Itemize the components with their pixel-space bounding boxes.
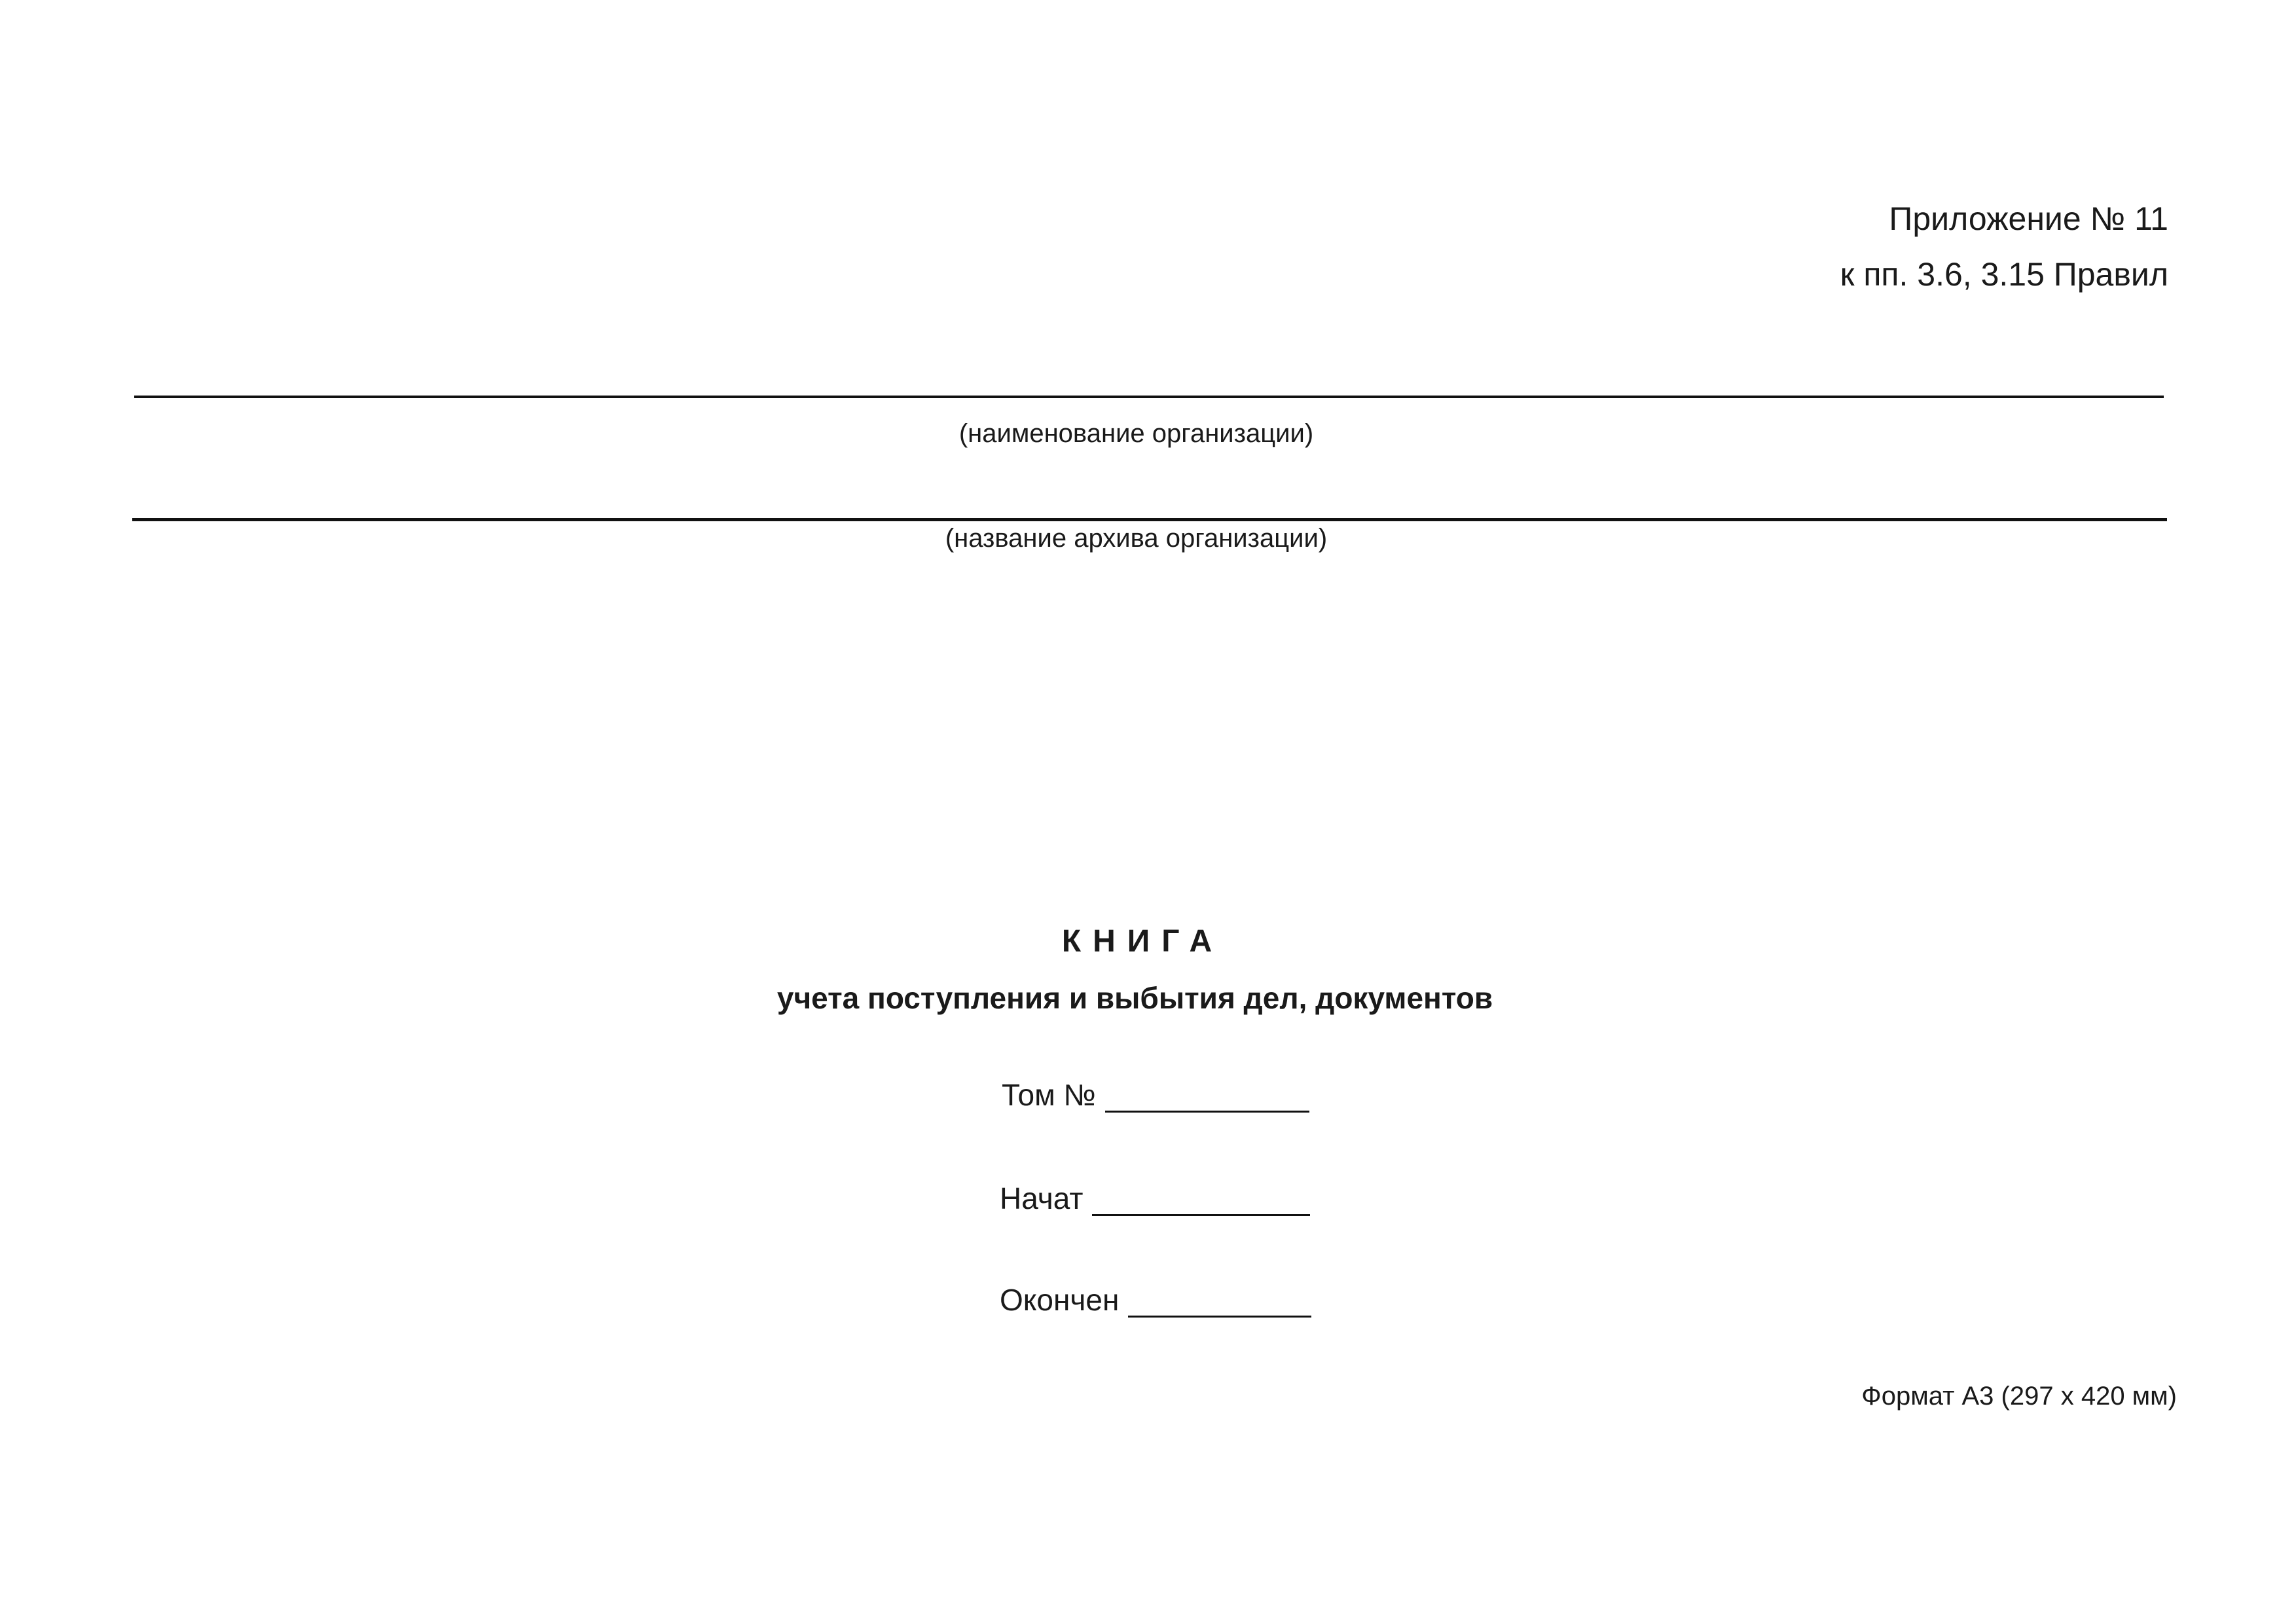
started-blank-line <box>1092 1185 1310 1216</box>
volume-blank-line <box>1105 1082 1309 1113</box>
appendix-reference: к пп. 3.6, 3.15 Правил <box>1840 256 2168 293</box>
book-subtitle: учета поступления и выбытия дел, документов <box>776 981 1493 1015</box>
appendix-title: Приложение № 11 <box>1889 200 2168 237</box>
volume-field <box>1002 1077 1309 1113</box>
archive-name-line <box>132 518 2167 521</box>
book-title: КНИГА <box>1061 924 1224 959</box>
organization-name-line <box>134 396 2164 398</box>
format-note: Формат А3 (297 х 420 мм) <box>1861 1382 2177 1411</box>
finished-blank-line <box>1128 1287 1311 1318</box>
finished-field <box>1000 1282 1311 1318</box>
volume-label: Том № <box>1002 1078 1096 1112</box>
organization-caption: (наименование организации) <box>958 419 1314 448</box>
started-label: Начат <box>1000 1181 1084 1215</box>
started-field <box>1000 1181 1310 1216</box>
finished-label: Окончен <box>1000 1283 1120 1317</box>
archive-caption: (название архива организации) <box>945 524 1328 553</box>
